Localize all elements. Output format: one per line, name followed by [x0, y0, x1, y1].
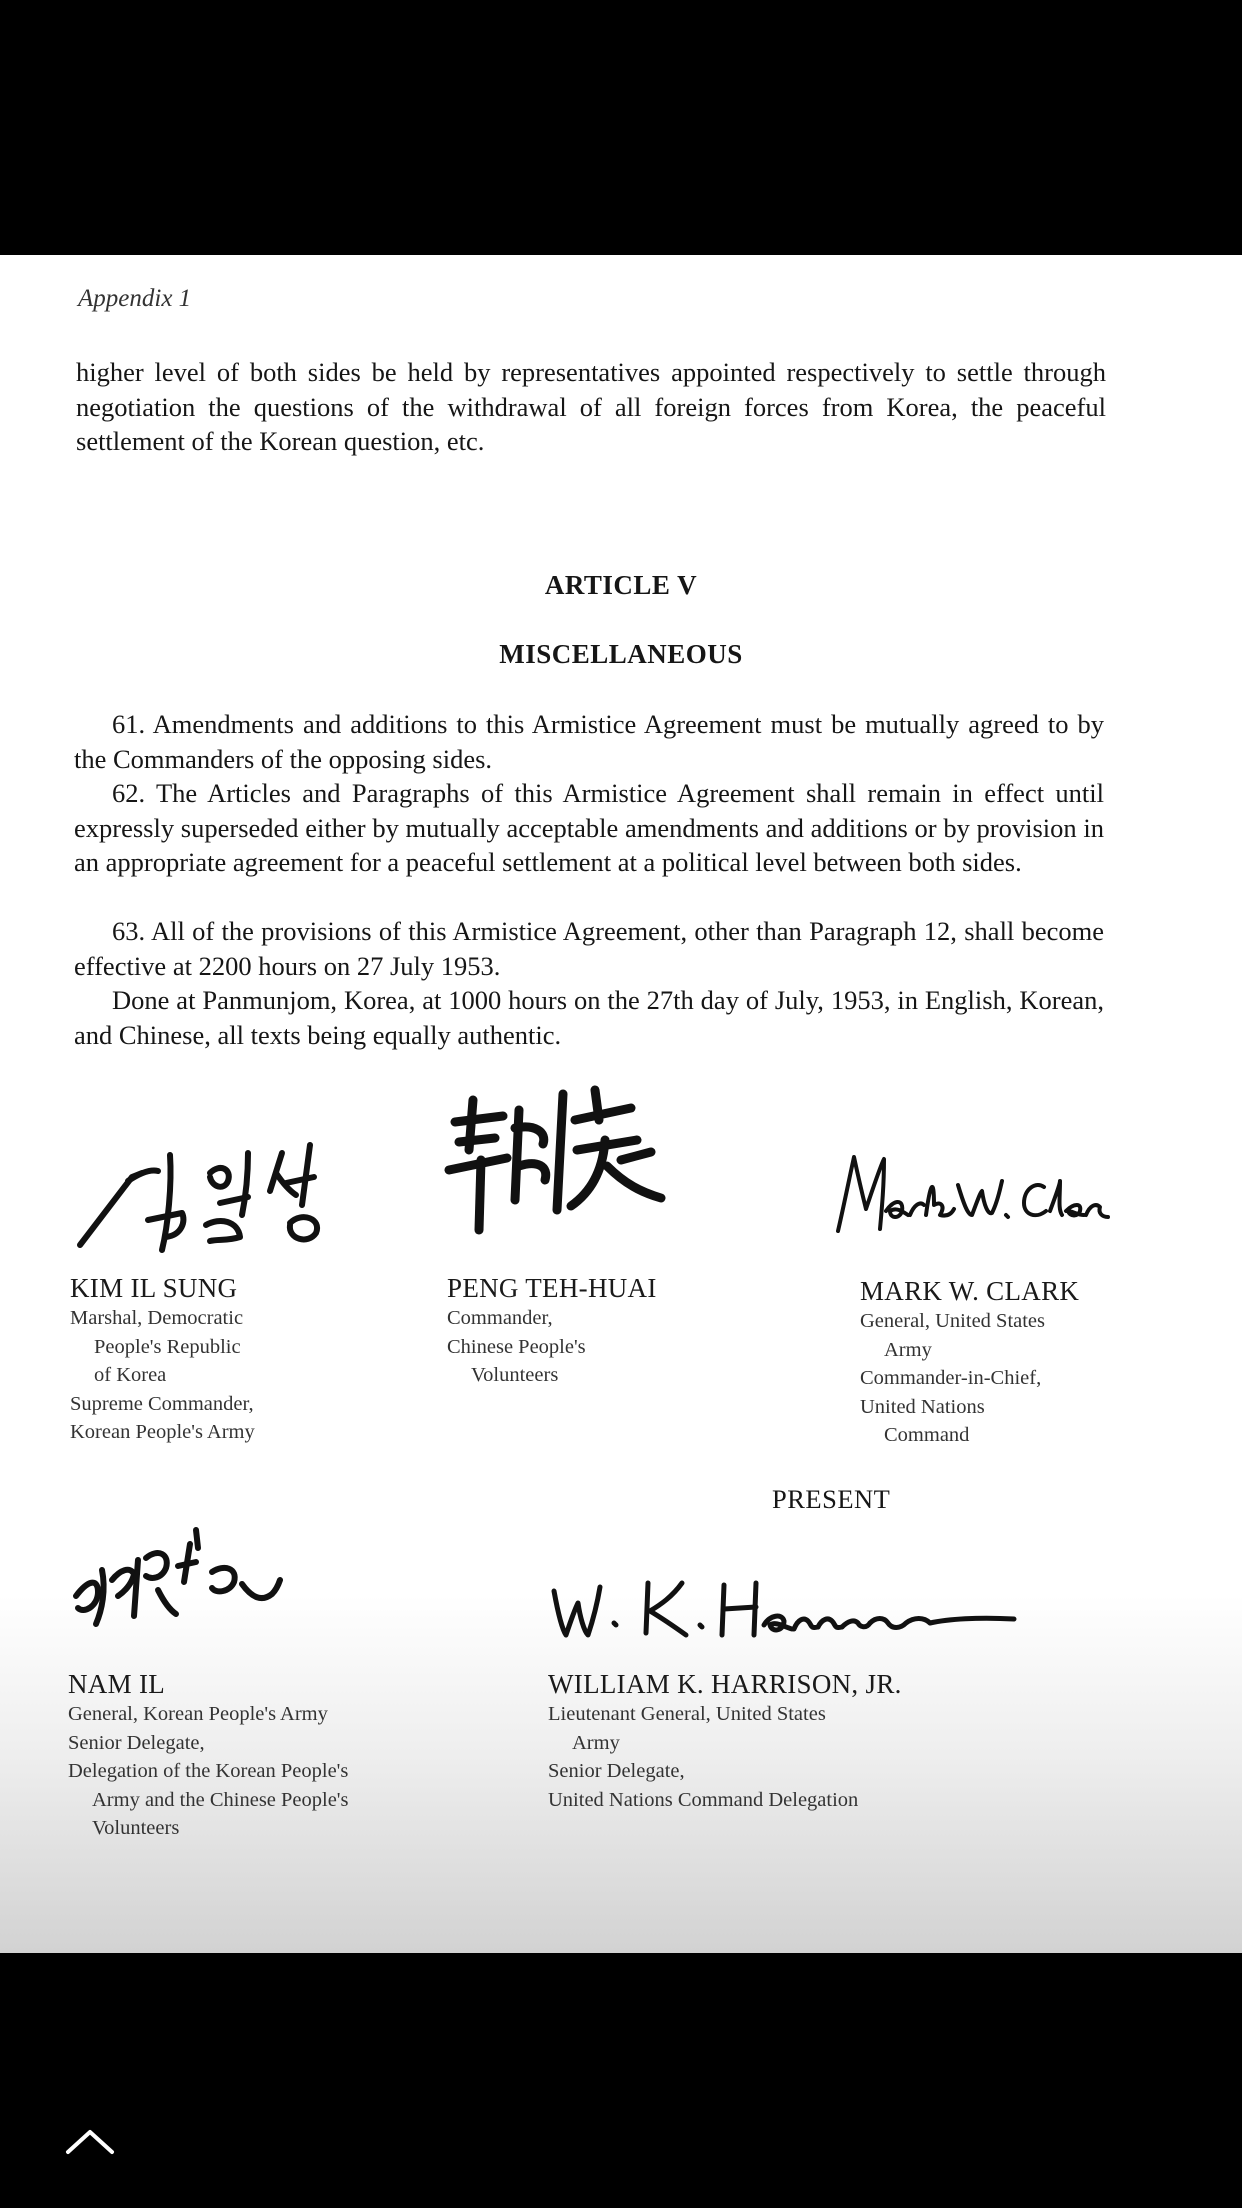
continuation-paragraph: higher level of both sides be held by representatives appointed respectively to settle through negotiation the questions of the withdrawal of all foreign forces from Korea, the peaceful settlement of the Korean question, etc.: [76, 357, 1106, 456]
signer-title-line: Supreme Commander,: [70, 1392, 254, 1415]
signer-title-line: Volunteers: [471, 1364, 559, 1386]
peng-teh-huai-signature: [445, 1080, 685, 1240]
signer-kim-il-sung: [70, 1272, 255, 1447]
signer-title-line: Commander,: [447, 1307, 553, 1329]
signer-title-line: General, United States: [860, 1310, 1046, 1332]
signer-title-line: Senior Delegate,: [68, 1731, 205, 1754]
signer-title-line: Command: [884, 1424, 970, 1446]
signer-title-line: Delegation of the Korean People's: [68, 1760, 349, 1782]
signer-peng-teh-huai: [447, 1272, 657, 1390]
signer-title-line: Senior Delegate,: [548, 1760, 685, 1782]
signer-title-line: Army and the Chinese People's: [92, 1788, 349, 1811]
signer-title-line: Lieutenant General, United States: [548, 1703, 826, 1725]
signer-title-line: Chinese People's: [447, 1335, 586, 1358]
running-head: Appendix 1: [78, 285, 192, 312]
signer-title-line: United Nations Command Delegation: [548, 1788, 859, 1811]
mark-w-clark-signature: [830, 1145, 1110, 1245]
paragraph-62: 62. The Articles and Paragraphs of this Armistice Agreement shall remain in effect until expressly superseded either by mutually acceptable amendments and additions or by provision in an appropriate agreement for a peaceful settlement at a political level between both sides.: [74, 778, 1104, 877]
signer-title-line: Army: [884, 1338, 932, 1361]
paragraph-63: 63. All of the provisions of this Armistice Agreement, other than Paragraph 12, shall become effective at 2200 hours on 27 July 1953.: [74, 916, 1104, 981]
signer-title-line: Volunteers: [92, 1817, 180, 1839]
document-page: [0, 255, 1242, 1953]
article-title: ARTICLE V: [544, 570, 698, 600]
signer-title-line: Army: [572, 1731, 620, 1754]
signer-name: MARK W. CLARK: [860, 1276, 1080, 1306]
signer-title-line: Korean People's Army: [70, 1421, 255, 1443]
signer-title-line: General, Korean People's Army: [68, 1703, 328, 1725]
signer-title-line: Commander-in-Chief,: [860, 1367, 1042, 1389]
signer-name: NAM IL: [68, 1669, 166, 1699]
paragraph-61: 61. Amendments and additions to this Armistice Agreement must be mutually agreed to by the Commanders of the opposing sides.: [74, 709, 1104, 774]
article-subtitle: MISCELLANEOUS: [499, 639, 743, 669]
present-label: PRESENT: [772, 1484, 891, 1514]
signer-name: KIM IL SUNG: [70, 1273, 238, 1303]
signer-name: WILLIAM K. HARRISON, JR.: [548, 1669, 902, 1699]
signer-name: PENG TEH-HUAI: [447, 1273, 657, 1303]
signer-william-k-harrison: [548, 1668, 902, 1814]
bottom-black-bar: [0, 1953, 1242, 2208]
signer-mark-w-clark: [860, 1275, 1079, 1450]
paragraph-done-at: Done at Panmunjom, Korea, at 1000 hours on the 27th day of July, 1953, in English, Korean, and Chinese, all texts being equally authentic.: [74, 985, 1104, 1050]
signer-title-line: United Nations: [860, 1395, 985, 1418]
signer-title-line: of Korea: [94, 1364, 167, 1386]
signer-title-line: People's Republic: [94, 1335, 241, 1358]
harrison-signature: [548, 1573, 1018, 1653]
nam-il-signature: [72, 1520, 292, 1640]
top-black-bar: [0, 0, 1242, 255]
chevron-up-icon[interactable]: [60, 2120, 120, 2160]
kim-il-sung-signature: [70, 1125, 350, 1265]
signer-nam-il: [68, 1668, 348, 1843]
signer-title-line: Marshal, Democratic: [70, 1307, 244, 1329]
